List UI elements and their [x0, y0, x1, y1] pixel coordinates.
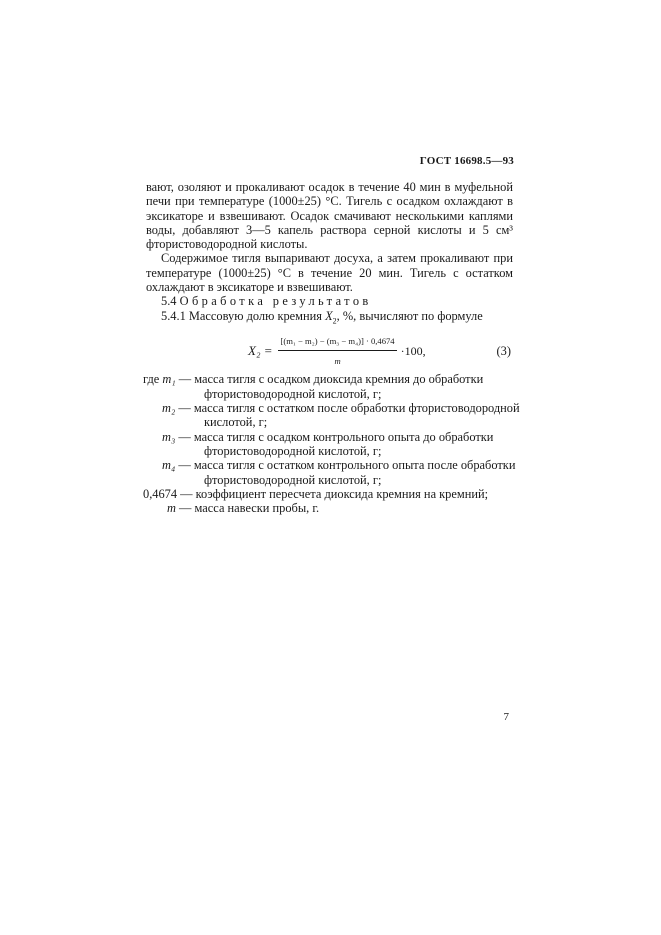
subsection-variable: X — [325, 308, 333, 323]
definition-symbol: m₂ — [162, 401, 176, 416]
definition-symbol: m₄ — [162, 458, 176, 473]
subsection-text — [161, 309, 513, 329]
page-number: 7 — [503, 711, 509, 723]
formula-denominator: m — [334, 355, 341, 366]
formula-numerator: [(m₁ − m₂) − (m₃ − m₄)] · 0,4674 — [278, 334, 396, 350]
subsection-text-a: Массовую долю кремния — [188, 308, 326, 323]
subsection-number: 5.4.1 — [161, 308, 186, 323]
definition-item — [162, 401, 520, 430]
definition-text: — масса навески пробы, г. — [175, 501, 320, 516]
definition-symbol: m — [167, 501, 176, 516]
formula — [248, 334, 426, 368]
formula-block — [146, 330, 513, 372]
definition-text: — масса тигля с осадком контрольного опыта до обработки — [175, 429, 494, 444]
paragraph-2: Содержимое тигля выпаривают досуха, а затем прокаливают при температуре (1000±25) °С в течение 20 мин. Тигель с остатком охлаждают в эксикаторе и взвешивают. — [146, 251, 513, 295]
definition-symbol: 0,4674 — [143, 486, 178, 501]
definition-text: — масса тигля с остатком после обработки фтористоводородной — [175, 401, 520, 416]
subsection-text-b: , %, вычисляют по формуле — [336, 308, 483, 323]
definition-continuation: фтористоводородной кислотой, г; — [204, 472, 382, 487]
definition-prefix: где — [143, 372, 163, 387]
definition-symbol: m₁ — [162, 372, 176, 387]
section-number: 5.4 — [161, 294, 177, 309]
definition-item — [143, 487, 513, 501]
formula-fraction — [278, 334, 396, 368]
section-title: Обработка результатов — [179, 294, 372, 309]
body-text — [143, 180, 520, 516]
definition-symbol: m₃ — [162, 429, 176, 444]
definition-item — [167, 501, 513, 515]
formula-tail: ·100, — [400, 344, 426, 359]
section-heading — [161, 294, 513, 308]
definition-text: — масса тигля с осадком диоксида кремния до обработки — [175, 372, 484, 387]
definitions-list — [143, 372, 520, 516]
subsection-variable-index: 2 — [332, 316, 337, 326]
definition-item — [162, 458, 516, 487]
paragraph-1: вают, озоляют и прокаливают осадок в течение 40 мин в муфельной печи при температуре (1000±25) °С. Тигель с осадком охлаждают в эксикаторе и взвешивают. Осадок смачивают несколькими каплями воды, добавляют 3—5 капель раствора серной кислоты и 5 см³ фтористоводородной кислоты. — [146, 180, 513, 252]
definition-continuation: фтористоводородной кислотой, г; — [204, 386, 382, 401]
definition-text: — коэффициент пересчета диоксида кремния на кремний; — [177, 486, 489, 501]
formula-number: (3) — [496, 344, 511, 359]
definition-continuation: кислотой, г; — [204, 415, 268, 430]
definition-item — [143, 372, 513, 401]
definition-item — [162, 430, 513, 459]
formula-lhs: X₂ = — [248, 343, 273, 359]
definition-continuation: фтористоводородной кислотой, г; — [204, 443, 382, 458]
standard-header: ГОСТ 16698.5—93 — [419, 155, 514, 167]
definition-text: — масса тигля с остатком контрольного опыта после обработки — [175, 458, 516, 473]
